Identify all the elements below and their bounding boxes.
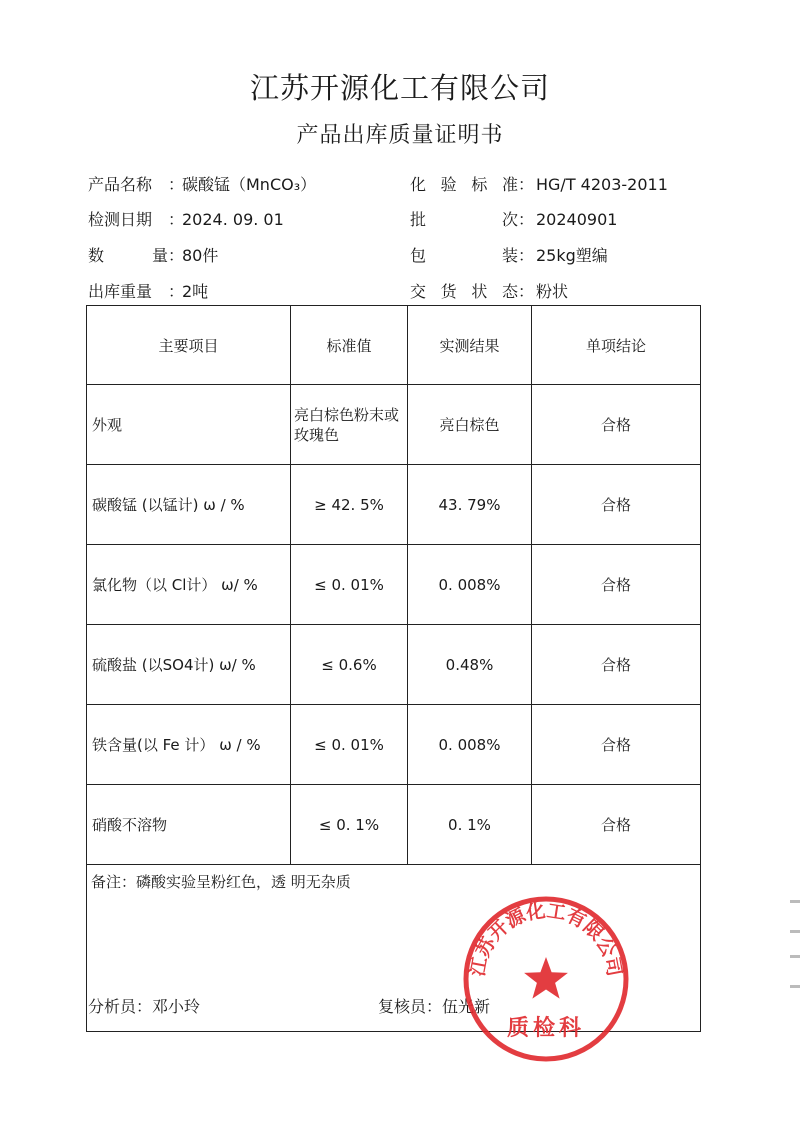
package-label: 包装 — [410, 246, 518, 265]
item-cell: 铁含量(以 Fe 计） ω / % — [87, 705, 291, 785]
colon: ： — [168, 175, 185, 194]
analyst-signature — [88, 994, 200, 1017]
table-row — [87, 545, 701, 625]
header-conclusion: 单项结论 — [532, 306, 701, 385]
result-cell: 0. 008% — [408, 705, 532, 785]
seal-center-text: 质检科 — [506, 1016, 586, 1041]
test-date-value: 2024. 09. 01 — [182, 210, 284, 229]
standard-value: HG/T 4203-2011 — [536, 175, 668, 194]
package-row — [410, 243, 608, 266]
quantity-value: 80件 — [182, 246, 219, 265]
result-cell: 0. 1% — [408, 785, 532, 865]
header-result: 实测结果 — [408, 306, 532, 385]
item-cell: 外观 — [87, 385, 291, 465]
colon: ： — [168, 246, 185, 265]
item-cell: 氯化物（以 Cl计） ω/ % — [87, 545, 291, 625]
conclusion-cell: 合格 — [532, 705, 701, 785]
reviewer-name: 伍光新 — [442, 997, 491, 1016]
delivery-row — [410, 279, 568, 302]
note-cell: 备注：磷酸实验呈粉红色，透 明无杂质 — [87, 865, 701, 1032]
result-cell: 43. 79% — [408, 465, 532, 545]
delivery-label: 交货状态 — [410, 282, 518, 301]
batch-value: 20240901 — [536, 210, 618, 229]
table-row — [87, 625, 701, 705]
standard-cell: ≤ 0. 01% — [291, 705, 408, 785]
company-name: 江苏开源化工有限公司 — [249, 71, 550, 105]
colon: ： — [518, 246, 535, 265]
colon: ： — [168, 282, 185, 301]
colon: ： — [518, 210, 535, 229]
header-item: 主要项目 — [87, 306, 291, 385]
standard-cell: 亮白棕色粉末或玫瑰色 — [291, 385, 408, 465]
out-weight-row — [88, 279, 208, 302]
out-weight-value: 2吨 — [182, 282, 209, 301]
batch-row — [410, 207, 617, 230]
product-name-value: 碳酸锰（MnCO₃） — [182, 175, 317, 194]
result-cell: 亮白棕色 — [408, 385, 532, 465]
scan-edge-mark — [790, 930, 800, 933]
scan-edge-mark — [790, 955, 800, 958]
seal-arc-text: 江苏开源化工有限公司 — [466, 899, 626, 979]
result-cell: 0. 008% — [408, 545, 532, 625]
conclusion-cell: 合格 — [532, 385, 701, 465]
batch-label: 批次 — [410, 210, 518, 229]
quantity-label: 数量 — [88, 246, 168, 265]
standard-label: 化验标准 — [410, 175, 518, 194]
quantity-row — [88, 243, 218, 266]
document-title: 产品出库质量证明书 — [296, 123, 504, 148]
seal-star-icon — [524, 957, 568, 999]
product-name-label: 产品名称 — [88, 175, 153, 194]
item-cell: 碳酸锰 (以锰计) ω / % — [87, 465, 291, 545]
scan-edge-mark — [790, 985, 800, 988]
standard-cell: ≤ 0. 1% — [291, 785, 408, 865]
scan-edge-mark — [790, 900, 800, 903]
colon: ： — [518, 282, 535, 301]
table-row — [87, 785, 701, 865]
colon: ： — [168, 210, 185, 229]
standard-cell: ≥ 42. 5% — [291, 465, 408, 545]
reviewer-label: 复核员： — [378, 997, 443, 1016]
out-weight-label: 出库重量 — [88, 282, 153, 301]
standard-row — [410, 172, 668, 195]
delivery-value: 粉状 — [536, 282, 569, 301]
table-header-row — [87, 306, 701, 385]
item-cell: 硫酸盐 (以SO4计) ω/ % — [87, 625, 291, 705]
analyst-label: 分析员： — [88, 997, 153, 1016]
conclusion-cell: 合格 — [532, 465, 701, 545]
header-standard: 标准值 — [291, 306, 408, 385]
conclusion-cell: 合格 — [532, 785, 701, 865]
item-cell: 硝酸不溶物 — [87, 785, 291, 865]
standard-cell: ≤ 0.6% — [291, 625, 408, 705]
conclusion-cell: 合格 — [532, 545, 701, 625]
table-row — [87, 385, 701, 465]
colon: ： — [518, 175, 535, 194]
table-row — [87, 705, 701, 785]
product-name-row — [88, 172, 316, 195]
standard-cell: ≤ 0. 01% — [291, 545, 408, 625]
company-seal-stamp — [462, 895, 630, 1063]
conclusion-cell: 合格 — [532, 625, 701, 705]
result-cell: 0.48% — [408, 625, 532, 705]
analyst-name: 邓小玲 — [152, 997, 201, 1016]
test-date-label: 检测日期 — [88, 210, 153, 229]
test-date-row — [88, 207, 284, 230]
package-value: 25kg塑编 — [536, 246, 608, 265]
table-row — [87, 465, 701, 545]
